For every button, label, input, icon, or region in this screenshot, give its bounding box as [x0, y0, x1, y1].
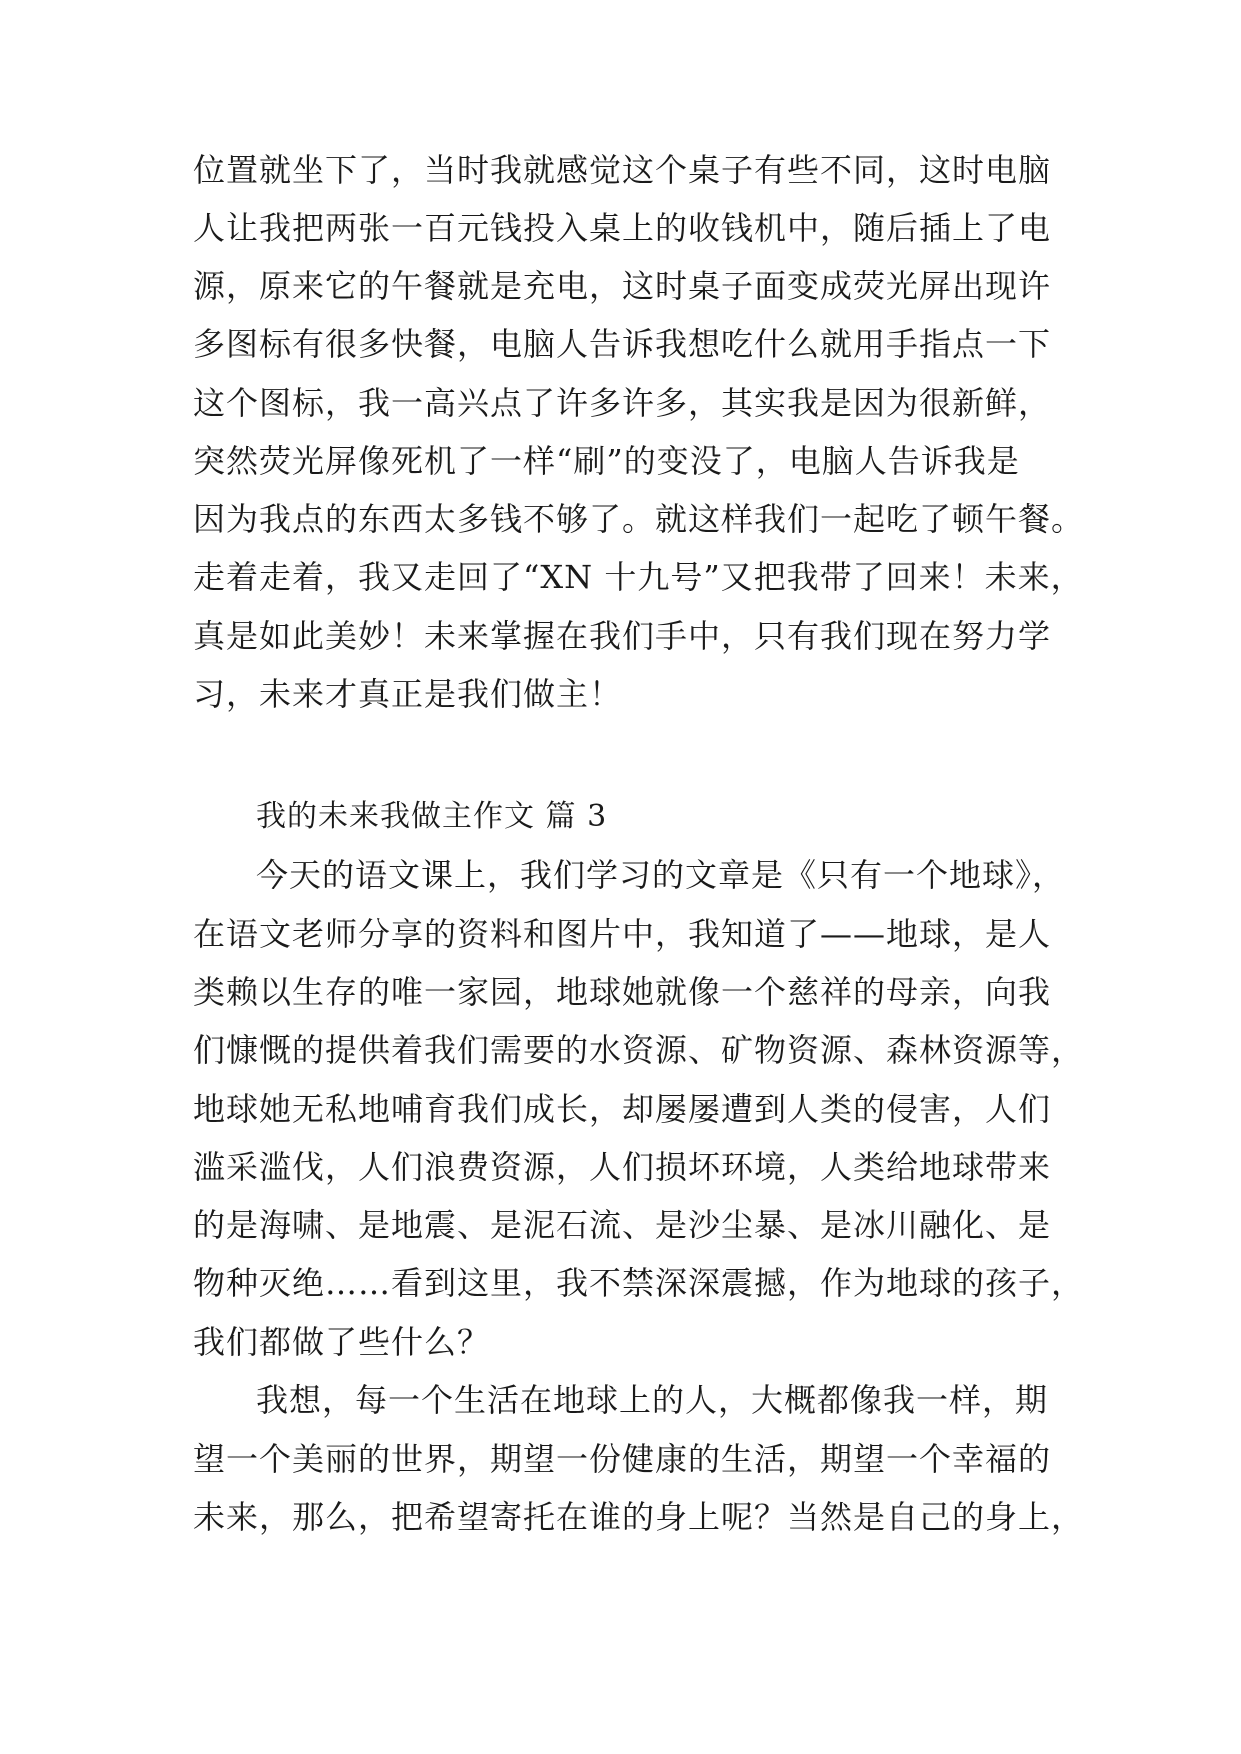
text-line: 在语文老师分享的资料和图片中，我知道了——地球，是人 [193, 915, 1052, 953]
text-line: 人让我把两张一百元钱投入桌上的收钱机中，随后插上了电 [193, 209, 1052, 247]
text-line: 位置就坐下了，当时我就感觉这个桌子有些不同，这时电脑 [193, 151, 1052, 189]
paragraph-first-line: 今天的语文课上，我们学习的文章是《只有一个地球》， [256, 856, 1066, 894]
text-line: 类赖以生存的唯一家园，地球她就像一个慈祥的母亲，向我 [193, 973, 1052, 1011]
text-line: 因为我点的东西太多钱不够了。就这样我们一起吃了顿午餐。 [193, 500, 1085, 538]
paragraph-first-line: 我想，每一个生活在地球上的人，大概都像我一样，期 [256, 1381, 1049, 1419]
section-title: 我的未来我做主作文 篇 3 [256, 799, 608, 834]
text-line: 习，未来才真正是我们做主！ [193, 675, 623, 713]
text-line: 我们都做了些什么？ [193, 1323, 491, 1361]
text-line: 地球她无私地哺育我们成长，却屡屡遭到人类的侵害，人们 [193, 1090, 1052, 1128]
text-line: 突然荧光屏像死机了一样“刷”的变没了，电脑人告诉我是 [193, 442, 1020, 480]
text-line: 多图标有很多快餐，电脑人告诉我想吃什么就用手指点一下 [193, 325, 1052, 363]
text-line: 源，原来它的午餐就是充电，这时桌子面变成荧光屏出现许 [193, 267, 1052, 305]
text-line: 走着走着，我又走回了“XN 十九号”又把我带了回来！未来， [193, 558, 1084, 596]
text-line: 物种灭绝……看到这里，我不禁深深震撼，作为地球的孩子， [193, 1264, 1085, 1302]
text-line: 的是海啸、是地震、是泥石流、是沙尘暴、是冰川融化、是 [193, 1206, 1052, 1244]
text-line: 这个图标，我一高兴点了许多许多，其实我是因为很新鲜， [193, 384, 1052, 422]
text-line: 望一个美丽的世界，期望一份健康的生活，期望一个幸福的 [193, 1440, 1052, 1478]
text-line: 未来，那么，把希望寄托在谁的身上呢？当然是自己的身上， [193, 1498, 1085, 1536]
text-line: 真是如此美妙！未来掌握在我们手中，只有我们现在努力学 [193, 617, 1052, 655]
text-line: 们慷慨的提供着我们需要的水资源、矿物资源、森林资源等， [193, 1031, 1085, 1069]
text-line: 滥采滥伐，人们浪费资源，人们损坏环境，人类给地球带来 [193, 1148, 1052, 1186]
